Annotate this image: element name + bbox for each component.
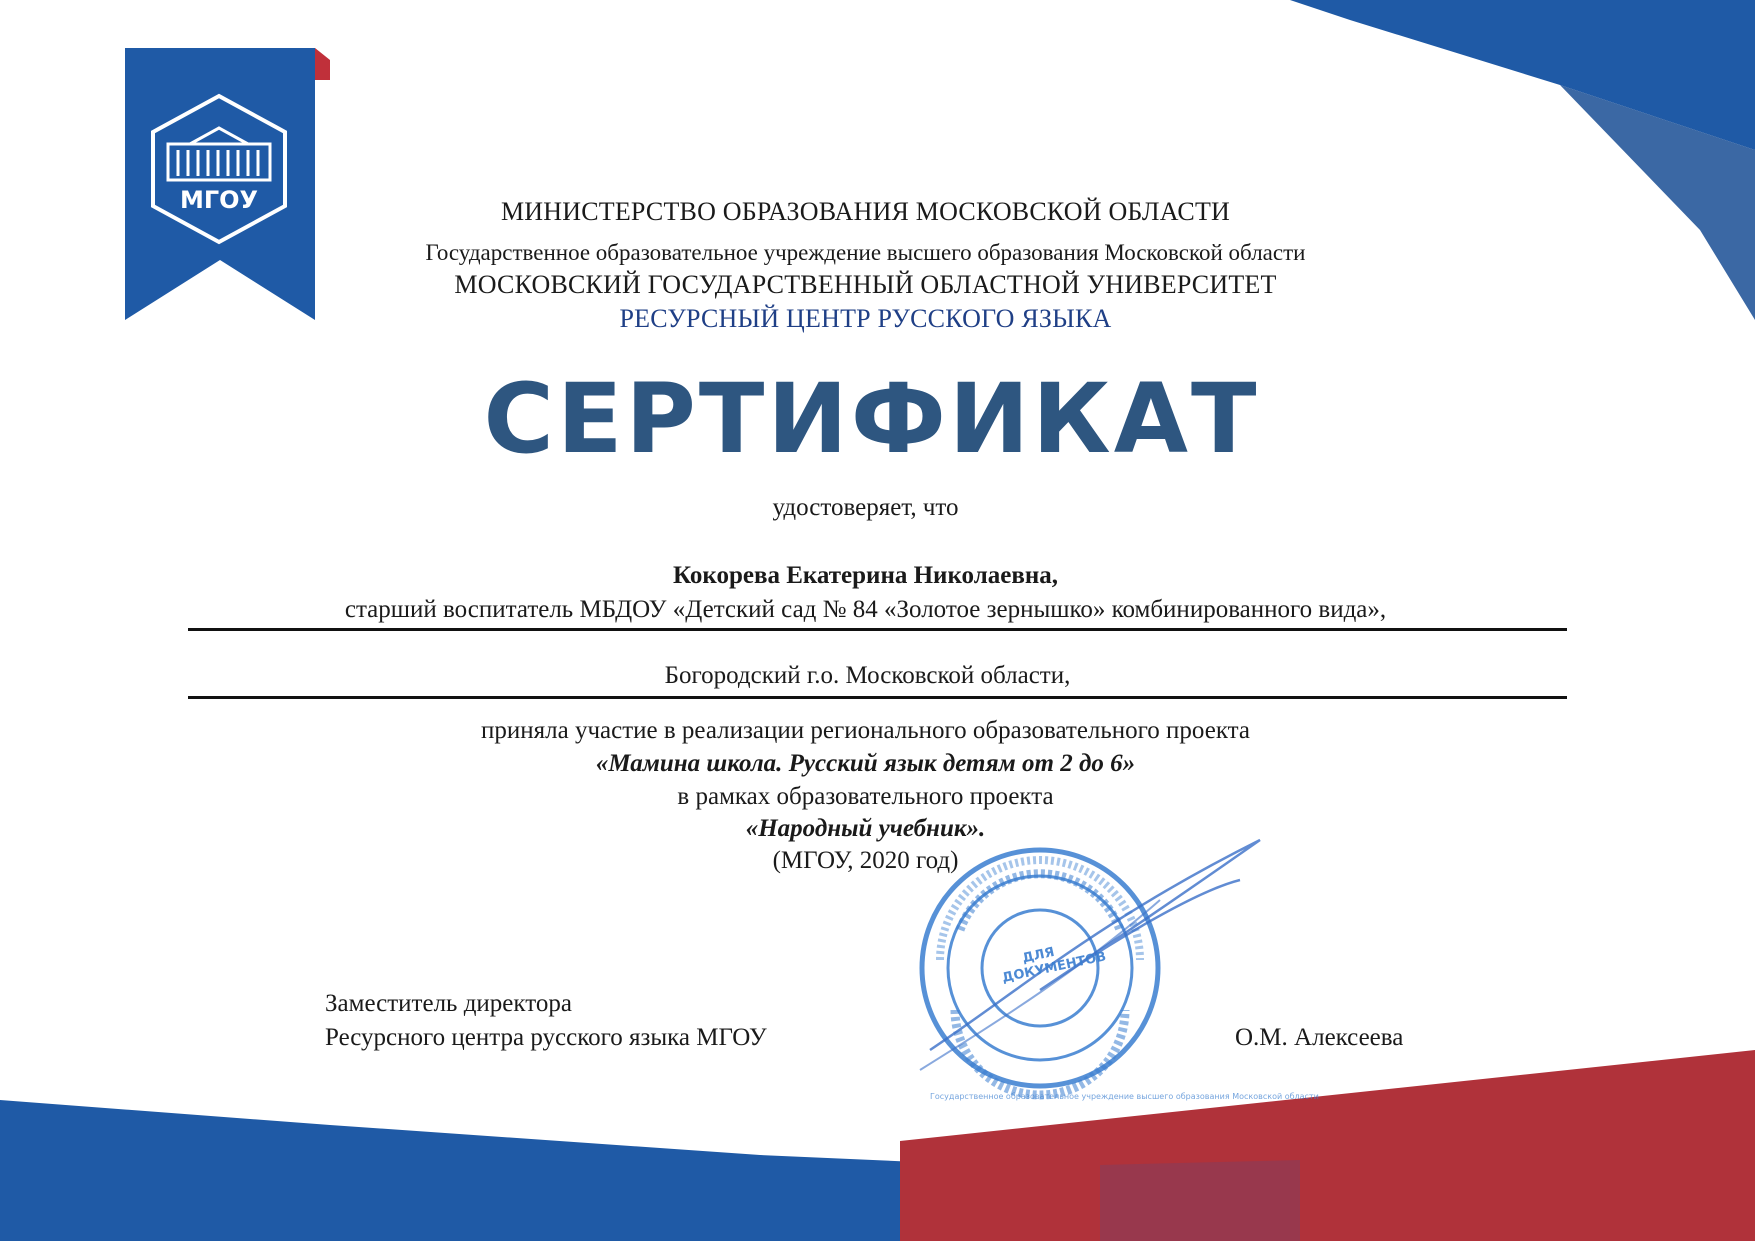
logo-text: МГОУ bbox=[179, 186, 259, 214]
university-name: МОСКОВСКИЙ ГОСУДАРСТВЕННЫЙ ОБЛАСТНОЙ УНИВЕРСИТЕТ bbox=[454, 270, 1277, 299]
certifies-text: удостоверяет, что bbox=[772, 494, 959, 521]
parent-project-name: «Народный учебник». bbox=[745, 815, 986, 842]
stamp-center-text: ДЛЯ ДОКУМЕНТОВ bbox=[1000, 944, 1108, 986]
underline-location bbox=[188, 696, 1567, 699]
recipient-position: старший воспитатель МБДОУ «Детский сад № 84 «Золотое зернышко» комбинированного вида», bbox=[344, 596, 1387, 623]
org-year: (МГОУ, 2020 год) bbox=[772, 847, 959, 874]
official-stamp bbox=[900, 840, 1319, 1101]
participation-text: приняла участие в реализации регионального образовательного проекта bbox=[481, 717, 1250, 744]
resource-center-name: РЕСУРСНЫЙ ЦЕНТР РУССКОГО ЯЗЫКА bbox=[619, 304, 1112, 333]
signer-title-line1: Заместитель директора bbox=[325, 990, 572, 1017]
within-text: в рамках образовательного проекта bbox=[677, 783, 1054, 810]
recipient-location: Богородский г.о. Московской области, bbox=[664, 662, 1071, 689]
stamp-ring-text: Государственное образовательное учреждение высшего образования Московской области bbox=[930, 1092, 1319, 1101]
project-name: «Мамина школа. Русский язык детям от 2 до 6» bbox=[595, 750, 1136, 777]
certificate-title: СЕРТИФИКАТ bbox=[483, 363, 1260, 475]
recipient-name: Кокорева Екатерина Николаевна, bbox=[673, 562, 1058, 589]
signer-title-line2: Ресурсного центра русского языка МГОУ bbox=[325, 1024, 767, 1051]
institution-type: Государственное образовательное учреждение высшего образования Московской области bbox=[425, 240, 1306, 265]
signer-name: О.М. Алексеева bbox=[1235, 1024, 1404, 1051]
ministry-heading: МИНИСТЕРСТВО ОБРАЗОВАНИЯ МОСКОВСКОЙ ОБЛАСТИ bbox=[500, 197, 1231, 226]
underline-position bbox=[188, 628, 1567, 631]
